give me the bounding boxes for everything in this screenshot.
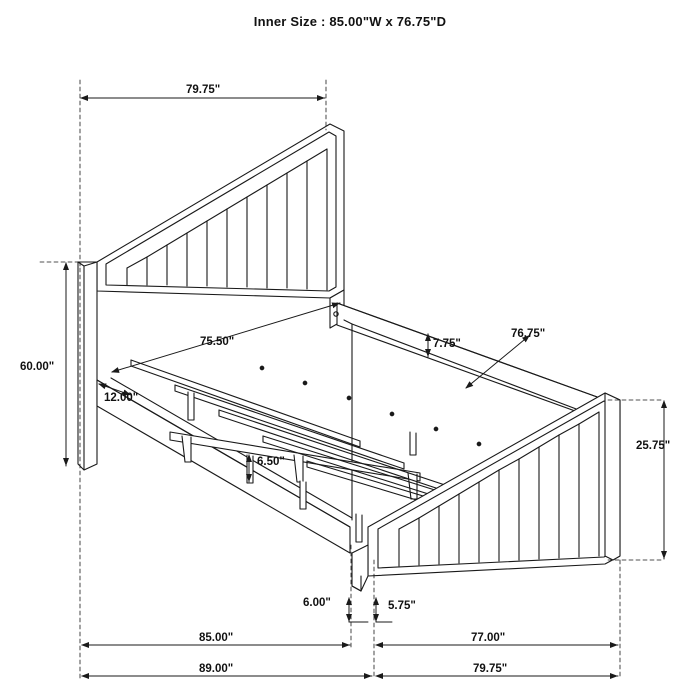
dim-label-top-width: 79.75" (186, 84, 221, 96)
dim-label-total-right-span: 79.75" (473, 663, 508, 675)
dim-label-side-rail-length: 75.50" (200, 336, 235, 348)
dim-label-headboard-post-offset: 12.00" (104, 392, 139, 404)
dim-label-slat-height: 6.50" (257, 456, 285, 468)
dim-label-headboard-height: 60.00" (20, 361, 55, 373)
dim-label-overall-left-span: 85.00" (199, 632, 234, 644)
dim-label-overall-right-span: 77.00" (471, 632, 506, 644)
dim-label-inner-depth: 76.75" (511, 328, 546, 340)
page-title: Inner Size : 85.00"W x 76.75"D (253, 14, 447, 29)
dim-label-slat-gap: 7.75" (433, 338, 461, 350)
dim-label-leg-clearance: 6.00" (303, 597, 331, 609)
dim-label-footboard-height: 25.75" (636, 440, 671, 452)
dim-label-total-left-span: 89.00" (199, 663, 234, 675)
dim-label-foot-leg-height: 5.75" (388, 600, 416, 612)
